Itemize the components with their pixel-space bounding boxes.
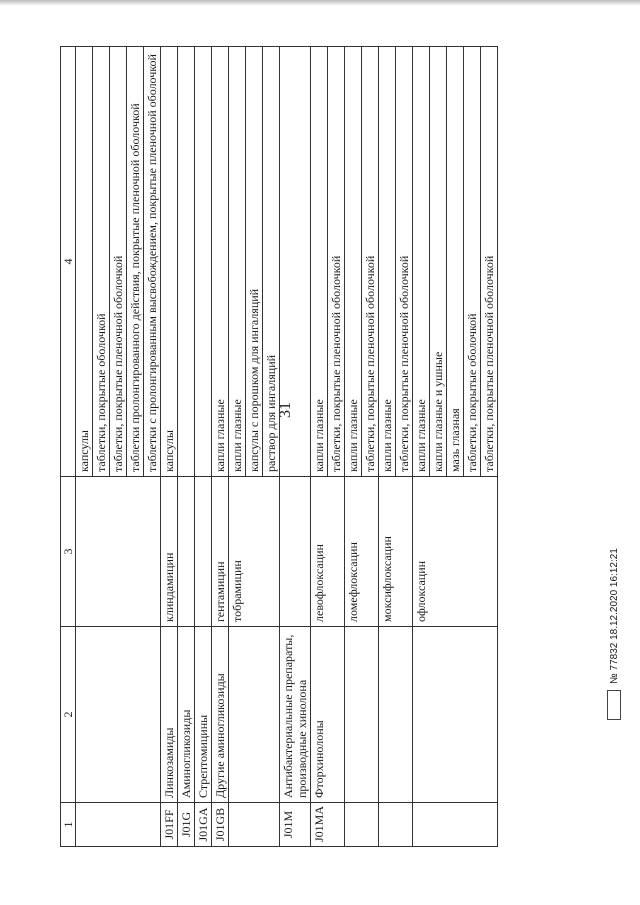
cell-code (379, 803, 413, 847)
stamp-logo-icon (607, 690, 621, 720)
cell-drug (195, 477, 212, 627)
cell-drug: моксифлоксацин (379, 477, 413, 627)
cell-drug: офлоксацин (413, 477, 498, 627)
table-row (229, 47, 246, 847)
cell-code: J01M (280, 803, 311, 847)
cell-drug (280, 477, 311, 627)
scan-edge (0, 0, 640, 6)
stamp-text: № 77832 18.12.2020 16:12:21 (608, 548, 620, 684)
cell-group (76, 627, 161, 803)
cell-code (345, 803, 379, 847)
header-row (61, 47, 76, 847)
header-cell-2: 2 (61, 627, 76, 803)
cell-form: таблетки, покрытые пленочной оболочкой (396, 47, 413, 477)
cell-group: Аминогликозиды (178, 627, 195, 803)
cell-form: капли глазные (345, 47, 362, 477)
cell-group: Другие аминогликозиды (212, 627, 229, 803)
cell-form: капли глазные (379, 47, 396, 477)
cell-form: таблетки с пролонгированным высвобождением, покрытые пленочной оболочкой (144, 47, 161, 477)
cell-form: капли глазные (212, 47, 229, 477)
registration-stamp (604, 540, 624, 720)
cell-form: таблетки, покрытые пленочной оболочкой (481, 47, 498, 477)
cell-form: капли глазные (311, 47, 328, 477)
table-row (345, 47, 362, 847)
cell-form: таблетки, покрытые оболочкой (93, 47, 110, 477)
table-row (212, 47, 229, 847)
header-cell-4: 4 (61, 47, 76, 477)
cell-group (413, 627, 498, 803)
cell-code (76, 803, 161, 847)
cell-form: капли глазные (229, 47, 246, 477)
cell-form: капли глазные (413, 47, 430, 477)
cell-form: таблетки, покрытые пленочной оболочкой (110, 47, 127, 477)
header-cell-1: 1 (61, 803, 76, 847)
cell-form: таблетки, покрытые пленочной оболочкой (328, 47, 345, 477)
cell-group (379, 627, 413, 803)
cell-drug (76, 477, 161, 627)
table-row (178, 47, 195, 847)
cell-group: Стрептомицины (195, 627, 212, 803)
cell-code: J01GA (195, 803, 212, 847)
page-number: 31 (277, 402, 294, 418)
cell-form (280, 47, 311, 477)
cell-group: Линкозамиды (161, 627, 178, 803)
cell-drug: клиндамицин (161, 477, 178, 627)
table-row (280, 47, 311, 847)
drug-table-body (61, 47, 498, 847)
cell-code (229, 803, 280, 847)
cell-group (229, 627, 280, 803)
cell-group: Фторхинолоны (311, 627, 345, 803)
table-row (311, 47, 328, 847)
cell-drug: ломефлоксацин (345, 477, 379, 627)
table-row (413, 47, 430, 847)
cell-form (178, 47, 195, 477)
cell-drug (178, 477, 195, 627)
drug-table (60, 46, 498, 847)
cell-form: раствор для ингаляций (263, 47, 280, 477)
cell-form: таблетки, покрытые пленочной оболочкой (362, 47, 379, 477)
cell-drug: тобрамицин (229, 477, 280, 627)
cell-code: J01FF (161, 803, 178, 847)
cell-form: капли глазные и ушные (430, 47, 447, 477)
cell-code: J01MA (311, 803, 345, 847)
rotated-page (60, 47, 620, 847)
table-row (76, 47, 93, 847)
cell-form: таблетки, покрытые оболочкой (464, 47, 481, 477)
table-row (161, 47, 178, 847)
cell-form: таблетки пролонгированного действия, покрытые пленочной оболочкой (127, 47, 144, 477)
cell-drug: левофлоксацин (311, 477, 345, 627)
cell-form (195, 47, 212, 477)
cell-drug: гентамицин (212, 477, 229, 627)
cell-form: капсулы (76, 47, 93, 477)
table-row (195, 47, 212, 847)
cell-form: мазь глазная (447, 47, 464, 477)
table-row (379, 47, 396, 847)
cell-code: J01G (178, 803, 195, 847)
header-cell-3: 3 (61, 477, 76, 627)
cell-form: капсулы (161, 47, 178, 477)
cell-group (345, 627, 379, 803)
cell-code: J01GB (212, 803, 229, 847)
cell-group: Антибактериальные препараты, производные хинолона (280, 627, 311, 803)
cell-form: капсулы с порошком для ингаляций (246, 47, 263, 477)
cell-code (413, 803, 498, 847)
